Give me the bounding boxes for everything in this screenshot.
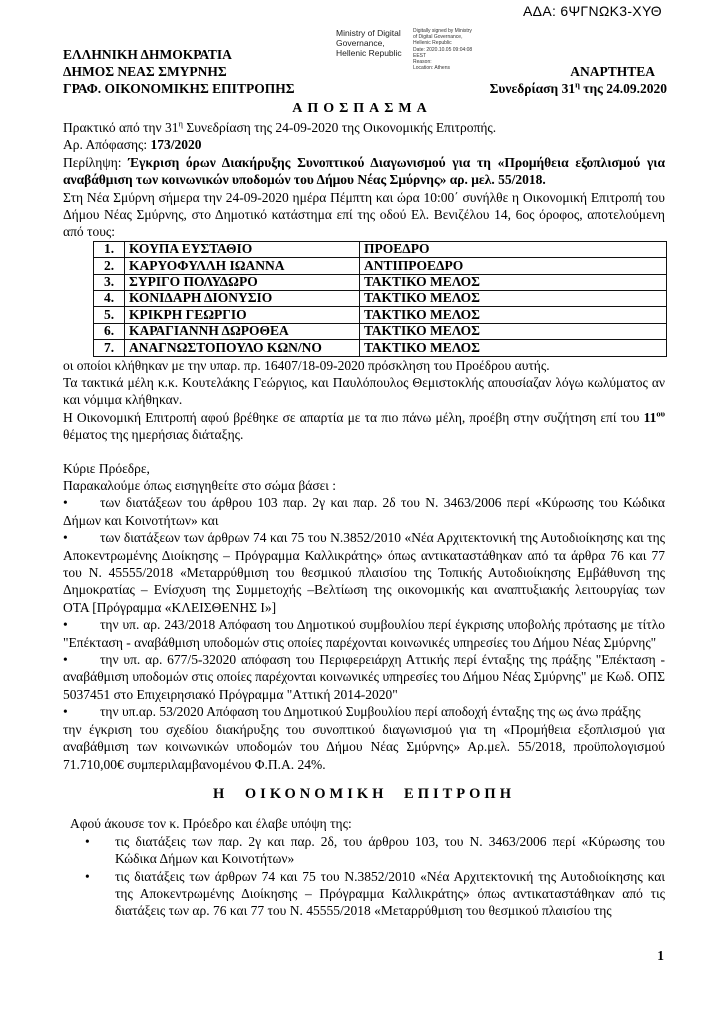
signature-ministry-line: Hellenic Republic	[336, 48, 402, 58]
summary-label: Περίληψη:	[63, 154, 129, 170]
session-date: της 24.09.2020	[579, 80, 667, 96]
table-row	[94, 258, 667, 274]
member-name: ΚΟΥΠΑ ΕΥΣΤΑΘΙΟ	[125, 241, 360, 257]
bullet-marker: •	[85, 833, 90, 849]
header-municipality: ΔΗΜΟΣ ΝΕΑΣ ΣΜΥΡΝΗΣ	[63, 63, 227, 79]
table-row	[94, 241, 667, 257]
salutation-line: Κύριε Πρόεδρε,	[63, 460, 150, 476]
committee-heading: Η ΟΙΚΟΝΟΜΙΚΗ ΕΠΙΤΡΟΠΗ	[213, 785, 515, 802]
list-item	[63, 529, 665, 616]
decision-label: Αρ. Απόφασης:	[63, 137, 151, 153]
member-name: ΚΑΡΥΟΦΥΛΛΗ ΙΩΑΝΝΑ	[125, 258, 360, 274]
member-number: 2.	[94, 258, 125, 274]
quorum-superscript: ου	[656, 408, 665, 419]
member-role: ΑΝΤΙΠΡΟΕΔΡΟ	[360, 258, 667, 274]
list-item	[63, 703, 665, 720]
digital-signature-stamp	[336, 28, 475, 71]
list-item-text: τις διατάξεις των άρθρων 74 και 75 του Ν.3852/2010 «Νέα Αρχιτεκτονική της Αυτοδιοίκησης και της Αποκεντρωμένης Διοίκησης – Πρόγραμμα Καλλικράτης» όπως αντικαταστάθηκαν από τις διατάξεις των αρ. 76 και 77 του Ν. 45555/2018 «Μεταρρύθμιση του θεσμικού πλαισίου της	[115, 868, 665, 919]
member-role: ΤΑΚΤΙΚΟ ΜΕΛΟΣ	[360, 340, 667, 356]
signature-detail-line: EEST	[413, 52, 427, 59]
member-name: ΚΟΝΙΔΑΡΗ ΔΙΟΝΥΣΙΟ	[125, 291, 360, 307]
quorum-paragraph	[63, 409, 665, 444]
signature-detail-line: Hellenic Republic	[413, 40, 452, 47]
member-name: ΣΥΡΙΓΟ ΠΟΛΥΔΩΡΟ	[125, 274, 360, 290]
session-text: Συνεδρίαση 31	[489, 80, 576, 96]
signature-detail-line: Digitally signed by Ministry	[413, 28, 472, 34]
praktiko-line	[63, 119, 665, 136]
member-role: ΤΑΚΤΙΚΟ ΜΕΛΟΣ	[360, 307, 667, 323]
quorum-text: Η Οικονομική Επιτροπή αφού βρέθηκε σε απαρτία με τα πιο πάνω μέλη, προέβη στην συζήτηση επί του	[63, 409, 644, 425]
list-item-text: των διατάξεων των άρθρων 74 και 75 του Ν.3852/2010 «Νέα Αρχιτεκτονική της Αυτοδιοίκησης και της Αποκεντρωμένης Διοίκησης – Πρόγραμμα Καλλικράτης» όπως αντικαταστάθηκαν από τα άρθρα 76 και 77 του Ν. 45555/2018 «Μεταρρύθμιση του θεσμικού πλαισίου της Τοπικής Αυτοδιοίκησης Εμβάθυνση της Δημοκρατίας – Ενίσχυση της Συμμετοχής –Βελτίωση της οικονομικής και αναπτυξιακής λειτουργίας των ΟΤΑ [Πρόγραμμα «ΚΛΕΙΣΘΕΝΗΣ Ι»]	[63, 530, 665, 615]
meeting-paragraph: Στη Νέα Σμύρνη σήμερα την 24-09-2020 ημέρα Πέμπτη και ώρα 10:00΄ συνήλθε η Οικονομική Επιτροπή του Δήμου Νέας Σμύρνης, στο Δημοτικό κατάστημα επί της οδού Ελ. Βενιζέλου 14, 6ος όροφος, αποτελούμενη από τους:	[63, 189, 665, 240]
members-table	[93, 241, 667, 357]
continuation-paragraph: την έγκριση του σχεδίου διακήρυξης του συνοπτικού διαγωνισμού για τη «Προμήθεια εξοπλισμού για αναβάθμιση των κοινωνικών υποδομών του Δήμου Νέας Σμύρνης» Αρ.μελ. 55/2018, προϋπολογισμού 71.710,00€ συμπεριλαμβανομένου Φ.Π.Α. 24%.	[63, 721, 665, 772]
decision-number-line	[63, 136, 665, 153]
list-item-text: τις διατάξεις των παρ. 2γ και παρ. 2δ, του άρθρου 103, του Ν. 3463/2006 περί «Κύρωσης του Κώδικα Δήμων και Κοινοτήτων»	[115, 833, 665, 867]
list-item-text: των διατάξεων του άρθρου 103 παρ. 2γ και παρ. 2δ του Ν. 3463/2006 περί «Κύρωσης του Κώδικα Δήμων και Κοινοτήτων» και	[63, 495, 665, 528]
member-number: 5.	[94, 307, 125, 323]
member-number: 7.	[94, 340, 125, 356]
praktiko-superscript: η	[178, 118, 183, 129]
header-posting-block	[490, 64, 667, 98]
document-body	[63, 119, 665, 920]
bullet-marker: •	[85, 868, 90, 884]
signature-detail-line: Location: Athens	[413, 65, 450, 72]
called-paragraph: οι οποίοι κλήθηκαν με την υπαρ. πρ. 16407/18-09-2020 πρόσκληση του Προέδρου αυτής.	[63, 357, 550, 373]
member-name: ΚΡΙΚΡΗ ΓΕΩΡΓΙΟ	[125, 307, 360, 323]
signature-ministry-line: Governance,	[336, 38, 385, 48]
summary-text: Έγκριση όρων Διακήρυξης Συνοπτικού Διαγωνισμού για τη «Προμήθεια εξοπλισμού για αναβάθμιση των κοινωνικών υποδομών του Δήμου Νέας Σμύρνης» αρ. μελ. 55/2018.	[63, 154, 665, 188]
session-superscript: η	[575, 79, 580, 90]
list-item-text: την υπ.αρ. 53/2020 Απόφαση του Δημοτικού Συμβουλίου περί αποδοχή ένταξης της ως άνω πράξης	[100, 704, 641, 720]
member-name: ΚΑΡΑΓΙΑΝΝΗ ΔΩΡΟΘΕΑ	[125, 323, 360, 339]
member-number: 3.	[94, 274, 125, 290]
table-row	[94, 340, 667, 356]
signature-detail-line: Date: 2020.10.05 09:04:08	[413, 46, 473, 53]
list-item	[63, 494, 665, 529]
list-item	[63, 833, 665, 868]
header-authority-block	[63, 47, 295, 97]
summary-line	[63, 154, 665, 189]
member-role: ΠΡΟΕΔΡΟ	[360, 241, 667, 257]
bullet-marker: •	[63, 652, 68, 668]
absent-paragraph: Τα τακτικά μέλη κ.κ. Κουτελάκης Γεώργιος, και Παυλόπουλος Θεμιστοκλής απουσίαζαν λόγω κωλύματος αν και νόμιμα κλήθηκαν.	[63, 374, 665, 408]
decision-value: 173/2020	[150, 137, 202, 153]
member-role: ΤΑΚΤΙΚΟ ΜΕΛΟΣ	[360, 291, 667, 307]
bullet-marker: •	[63, 495, 68, 511]
quorum-text: θέματος της ημερήσιας διάταξης.	[63, 427, 244, 443]
list-item	[63, 651, 665, 703]
quorum-item-number: 11	[643, 409, 657, 425]
praktiko-text: Πρακτικό από την 31	[63, 120, 179, 135]
spacer	[63, 444, 665, 460]
table-row	[94, 274, 667, 290]
header-session-line	[490, 81, 667, 98]
signature-ministry-line: Ministry of Digital	[336, 28, 401, 38]
member-number: 6.	[94, 323, 125, 339]
table-row	[94, 291, 667, 307]
list-item	[63, 616, 665, 651]
table-row	[94, 307, 667, 323]
header-office: ΓΡΑΦ. ΟΙΚΟΝΟΜΙΚΗΣ ΕΠΙΤΡΟΠΗΣ	[63, 80, 295, 96]
heard-paragraph: Αφού άκουσε τον κ. Πρόεδρο και έλαβε υπόψη της:	[70, 816, 352, 832]
bullet-marker: •	[63, 704, 68, 720]
document-title: ΑΠΟΣΠΑΣΜΑ	[292, 101, 432, 116]
list-item	[63, 868, 665, 920]
praktiko-text: Συνεδρίαση της 24-09-2020 της Οικονομικής Επιτροπής.	[182, 120, 497, 135]
request-line: Παρακαλούμε όπως εισηγηθείτε στο σώμα βάσει :	[63, 478, 337, 494]
member-number: 1.	[94, 241, 125, 257]
bullet-marker: •	[63, 530, 68, 546]
signature-detail-line: of Digital Governance,	[413, 34, 463, 41]
member-role: ΤΑΚΤΙΚΟ ΜΕΛΟΣ	[360, 323, 667, 339]
header-anartitea-label: ΑΝΑΡΤΗΤΕΑ	[570, 64, 655, 79]
member-number: 4.	[94, 291, 125, 307]
bullet-marker: •	[63, 617, 68, 633]
signature-details	[413, 28, 475, 71]
signature-ministry-label	[336, 28, 408, 71]
signature-detail-line: Reason:	[413, 59, 432, 66]
list-item-text: την υπ. αρ. 677/5-32020 απόφαση του Περιφερειάρχη Αττικής περί ένταξης της πράξης "Επέκταση - αναβάθμιση υποδομών στις οποίες παρέχονται κοινωνικές υπηρεσίες του Δήμου Νέας Σμύρνης" με Κωδ. ΟΠΣ 5037451 στο Επιχειρησιακό Πρόγραμμα "Αττική 2014-2020"	[63, 652, 665, 702]
member-role: ΤΑΚΤΙΚΟ ΜΕΛΟΣ	[360, 274, 667, 290]
header-republic: ΕΛΛΗΝΙΚΗ ΔΗΜΟΚΡΑΤΙΑ	[63, 47, 232, 62]
page-number: 1	[657, 948, 664, 963]
table-row	[94, 323, 667, 339]
member-name: ΑΝΑΓΝΩΣΤΟΠΟΥΛΟ ΚΩΝ/ΝΟ	[125, 340, 360, 356]
ada-stamp: ΑΔΑ: 6ΨΓΝΩΚ3-ΧΥΘ	[523, 3, 662, 19]
list-item-text: την υπ. αρ. 243/2018 Απόφαση του Δημοτικού συμβουλίου περί έγκρισης υποβολής πρότασης με τίτλο "Επέκταση - αναβάθμιση υποδομών στις οποίες παρέχονται κοινωνικές υπηρεσίες του Δήμου Νέας Σμύρνης"	[63, 617, 665, 650]
